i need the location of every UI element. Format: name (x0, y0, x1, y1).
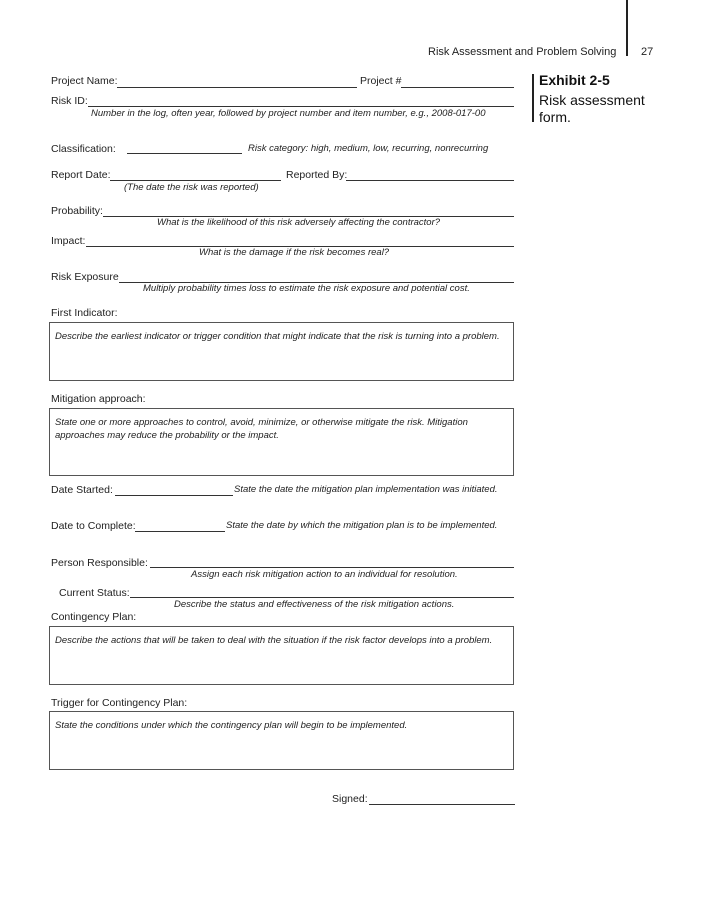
risk-id-hint: Number in the log, often year, followed by project number and item number, e.g., 2008-017-00 (91, 108, 486, 119)
first-indicator-text: Describe the earliest indicator or trigger condition that might indicate that the risk is turning into a problem. (55, 331, 500, 342)
report-date-label: Report Date: (51, 169, 111, 181)
classification-label: Classification: (51, 143, 116, 155)
risk-exposure-hint: Multiply probability times loss to estimate the risk exposure and potential cost. (143, 283, 470, 294)
date-complete-label: Date to Complete: (51, 520, 136, 532)
exhibit-caption: Risk assessment form. (539, 92, 645, 125)
impact-hint: What is the damage if the risk becomes real? (199, 247, 390, 258)
mitigation-text: State one or more approaches to control, avoid, minimize, or otherwise mitigate the risk. Mitigation approaches may reduce the probability or the impact. (55, 417, 468, 441)
current-status-label: Current Status: (59, 587, 130, 599)
probability-hint: What is the likelihood of this risk adversely affecting the contractor? (157, 217, 441, 228)
mitigation-box[interactable] (49, 408, 514, 476)
trigger-text: State the conditions under which the contingency plan will begin to be implemented. (55, 720, 408, 731)
risk-id-field[interactable] (88, 106, 514, 107)
current-status-hint: Describe the status and effectiveness of the risk mitigation actions. (174, 599, 455, 610)
signed-field[interactable] (369, 804, 515, 805)
contingency-plan-label: Contingency Plan: (51, 611, 137, 623)
person-responsible-field[interactable] (150, 567, 514, 568)
reported-by-label: Reported By: (286, 169, 348, 181)
impact-label: Impact: (51, 235, 86, 247)
report-date-field[interactable] (110, 180, 281, 181)
date-started-field[interactable] (115, 495, 233, 496)
person-responsible-hint: Assign each risk mitigation action to an individual for resolution. (191, 569, 458, 580)
mitigation-label: Mitigation approach: (51, 393, 146, 405)
trigger-label: Trigger for Contingency Plan: (51, 697, 188, 709)
trigger-box[interactable] (49, 711, 514, 770)
date-started-label: Date Started: (51, 484, 113, 496)
reported-by-field[interactable] (346, 180, 514, 181)
header-divider (626, 0, 628, 56)
risk-id-label: Risk ID: (51, 95, 88, 107)
date-complete-hint: State the date by which the mitigation plan is to be implemented. (226, 520, 498, 531)
project-number-label: Project # (360, 75, 402, 87)
running-title: Risk Assessment and Problem Solving (428, 46, 617, 58)
contingency-plan-box[interactable] (49, 626, 514, 685)
signed-label: Signed: (332, 793, 368, 805)
exhibit-rule (532, 74, 534, 122)
exhibit-title: Exhibit 2-5 (539, 72, 610, 88)
person-responsible-label: Person Responsible: (51, 557, 148, 569)
page-number: 27 (641, 46, 654, 58)
date-complete-field[interactable] (135, 531, 225, 532)
contingency-plan-text: Describe the actions that will be taken to deal with the situation if the risk factor develops into a problem. (55, 635, 493, 646)
project-number-field[interactable] (401, 87, 514, 88)
current-status-field[interactable] (130, 597, 514, 598)
classification-hint: Risk category: high, medium, low, recurring, nonrecurring (248, 143, 489, 154)
first-indicator-label: First Indicator: (51, 307, 118, 319)
probability-label: Probability: (51, 205, 103, 217)
report-date-hint: (The date the risk was reported) (124, 182, 259, 193)
project-name-field[interactable] (117, 87, 357, 88)
risk-exposure-label: Risk Exposure (51, 271, 119, 283)
project-name-label: Project Name: (51, 75, 118, 87)
first-indicator-box[interactable] (49, 322, 514, 381)
date-started-hint: State the date the mitigation plan implementation was initiated. (234, 484, 498, 495)
classification-field[interactable] (127, 153, 242, 154)
